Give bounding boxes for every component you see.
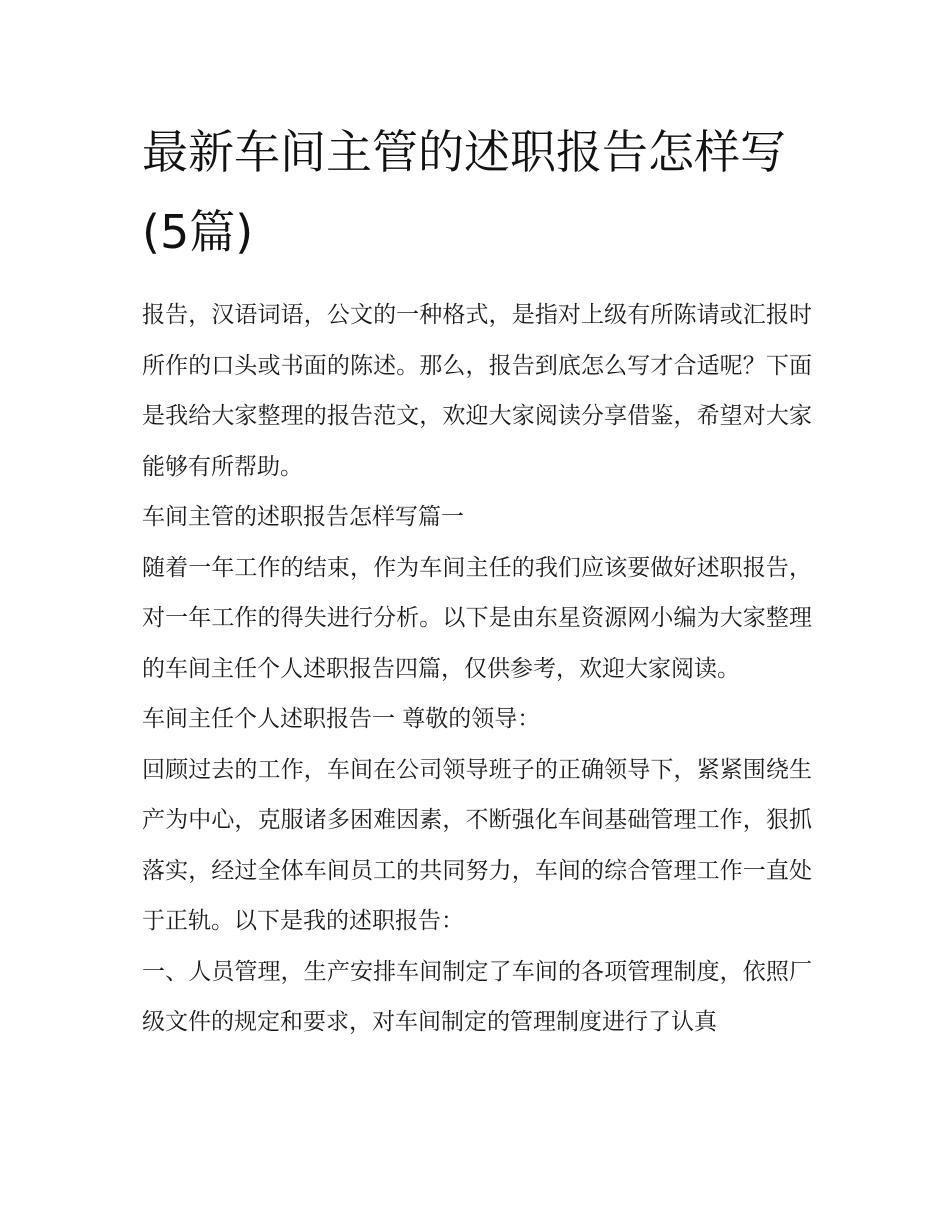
document-page (142, 112, 812, 1048)
body-paragraph: 回顾过去的工作，车间在公司领导班子的正确领导下，紧紧围绕生产为中心，克服诸多困难因素，不断强化车间基础管理工作，狠抓落实，经过全体车间员工的共同努力，车间的综合管理工作一直处于正轨。以下是我的述职报告： (142, 756, 812, 934)
body-paragraph: 随着一年工作的结束，作为车间主任的我们应该要做好述职报告，对一年工作的得失进行分析。以下是由东星资源网小编为大家整理的车间主任个人述职报告四篇，仅供参考，欢迎大家阅读。 (142, 554, 812, 682)
report-salutation: 车间主任个人述职报告一 尊敬的领导： (142, 706, 541, 732)
document-title: 最新车间主管的述职报告怎样写(5篇) (142, 125, 786, 259)
section-heading: 车间主管的述职报告怎样写篇一 (142, 504, 464, 530)
body-paragraph: 一、人员管理，生产安排车间制定了车间的各项管理制度，依照厂级文件的规定和要求，对车间制定的管理制度进行了认真 (142, 958, 812, 1035)
intro-paragraph: 报告，汉语词语，公文的一种格式，是指对上级有所陈请或汇报时所作的口头或书面的陈述。那么，报告到底怎么写才合适呢？下面是我给大家整理的报告范文，欢迎大家阅读分享借鉴，希望对大家能够有所帮助。 (142, 302, 812, 480)
